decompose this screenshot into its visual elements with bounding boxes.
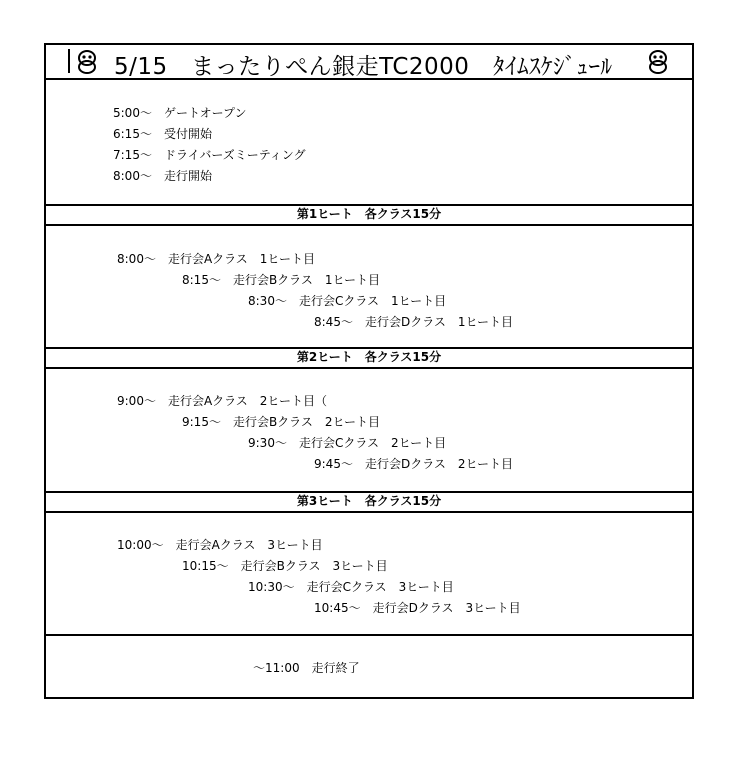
schedule-line: ～11:00 走行終了 (253, 661, 360, 675)
schedule-line: 10:30～ 走行会Cクラス 3ヒート目 (248, 580, 454, 594)
heat2-section (46, 369, 692, 493)
schedule-line: 7:15～ ドライバーズミーティング (113, 148, 306, 162)
schedule-line: 6:15～ 受付開始 (113, 127, 212, 141)
title-divider (68, 49, 70, 73)
schedule-line: 10:45～ 走行会Dクラス 3ヒート目 (314, 601, 521, 615)
schedule-sheet (44, 43, 694, 699)
heat2-header: 第2ヒート 各クラス15分 (46, 349, 692, 369)
heat1-section (46, 226, 692, 349)
schedule-line: 10:15～ 走行会Bクラス 3ヒート目 (182, 559, 388, 573)
intro-section (46, 80, 692, 206)
heat3-header: 第3ヒート 各クラス15分 (46, 493, 692, 513)
penguin-icon (648, 50, 668, 74)
schedule-line: 8:15～ 走行会Bクラス 1ヒート目 (182, 273, 380, 287)
schedule-line: 9:30～ 走行会Cクラス 2ヒート目 (248, 436, 447, 450)
schedule-line: 10:00～ 走行会Aクラス 3ヒート目 (117, 538, 323, 552)
heat1-header: 第1ヒート 各クラス15分 (46, 206, 692, 226)
end-section (46, 636, 692, 697)
schedule-line: 5:00～ ゲートオープン (113, 106, 247, 120)
title-row (46, 45, 692, 80)
schedule-line: 8:30～ 走行会Cクラス 1ヒート目 (248, 294, 447, 308)
schedule-line: 9:15～ 走行会Bクラス 2ヒート目 (182, 415, 380, 429)
schedule-line: 9:00～ 走行会Aクラス 2ヒート目（ (117, 394, 327, 408)
schedule-line: 9:45～ 走行会Dクラス 2ヒート目 (314, 457, 513, 471)
heat3-section (46, 513, 692, 636)
penguin-icon (77, 50, 97, 74)
schedule-line: 8:00～ 走行開始 (113, 169, 212, 183)
schedule-line: 8:00～ 走行会Aクラス 1ヒート目 (117, 252, 315, 266)
page-title: 5/15 まったりぺん銀走TC2000 ﾀｲﾑｽｹｼﾞｭｰﾙ (114, 54, 613, 80)
schedule-line: 8:45～ 走行会Dクラス 1ヒート目 (314, 315, 513, 329)
